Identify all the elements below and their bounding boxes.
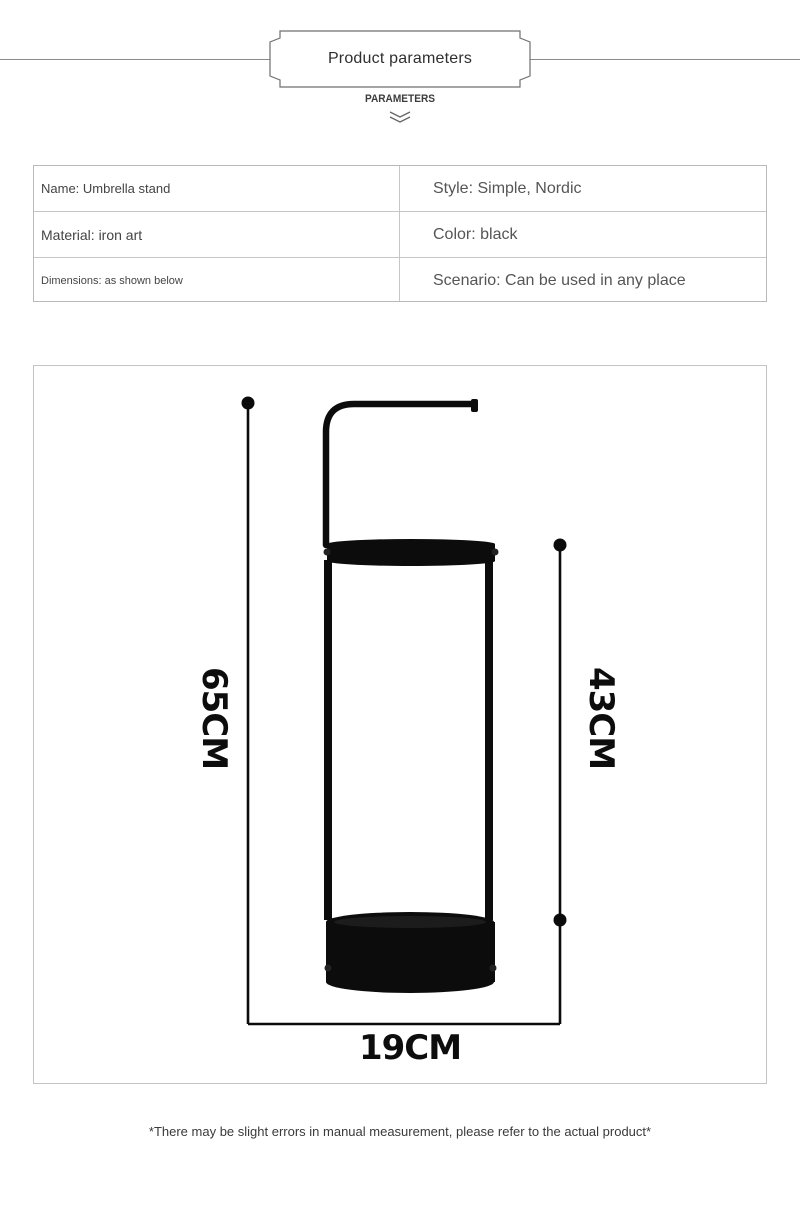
width-dimension-label: 19CM	[358, 1028, 462, 1068]
umbrella-stand-drawing	[324, 399, 499, 993]
param-dimensions: Dimensions: as shown below	[41, 274, 183, 287]
measurement-disclaimer: *There may be slight errors in manual measurement, please refer to the actual product*	[148, 1124, 652, 1139]
param-scenario: Scenario: Can be used in any place	[433, 271, 686, 289]
measure-dot-ring	[554, 539, 567, 552]
measure-dot-base	[554, 914, 567, 927]
param-name: Name: Umbrella stand	[41, 181, 171, 196]
measure-dot-top	[242, 397, 255, 410]
inner-height-dimension-label: 43CM	[581, 666, 621, 770]
param-material: Material: iron art	[41, 226, 143, 243]
param-style: Style: Simple, Nordic	[433, 179, 582, 197]
height-dimension-label: 65CM	[194, 666, 234, 770]
param-color: Color: black	[433, 225, 518, 243]
section-subtitle: PARAMETERS	[364, 93, 436, 105]
banner-title: Product parameters	[327, 50, 473, 67]
